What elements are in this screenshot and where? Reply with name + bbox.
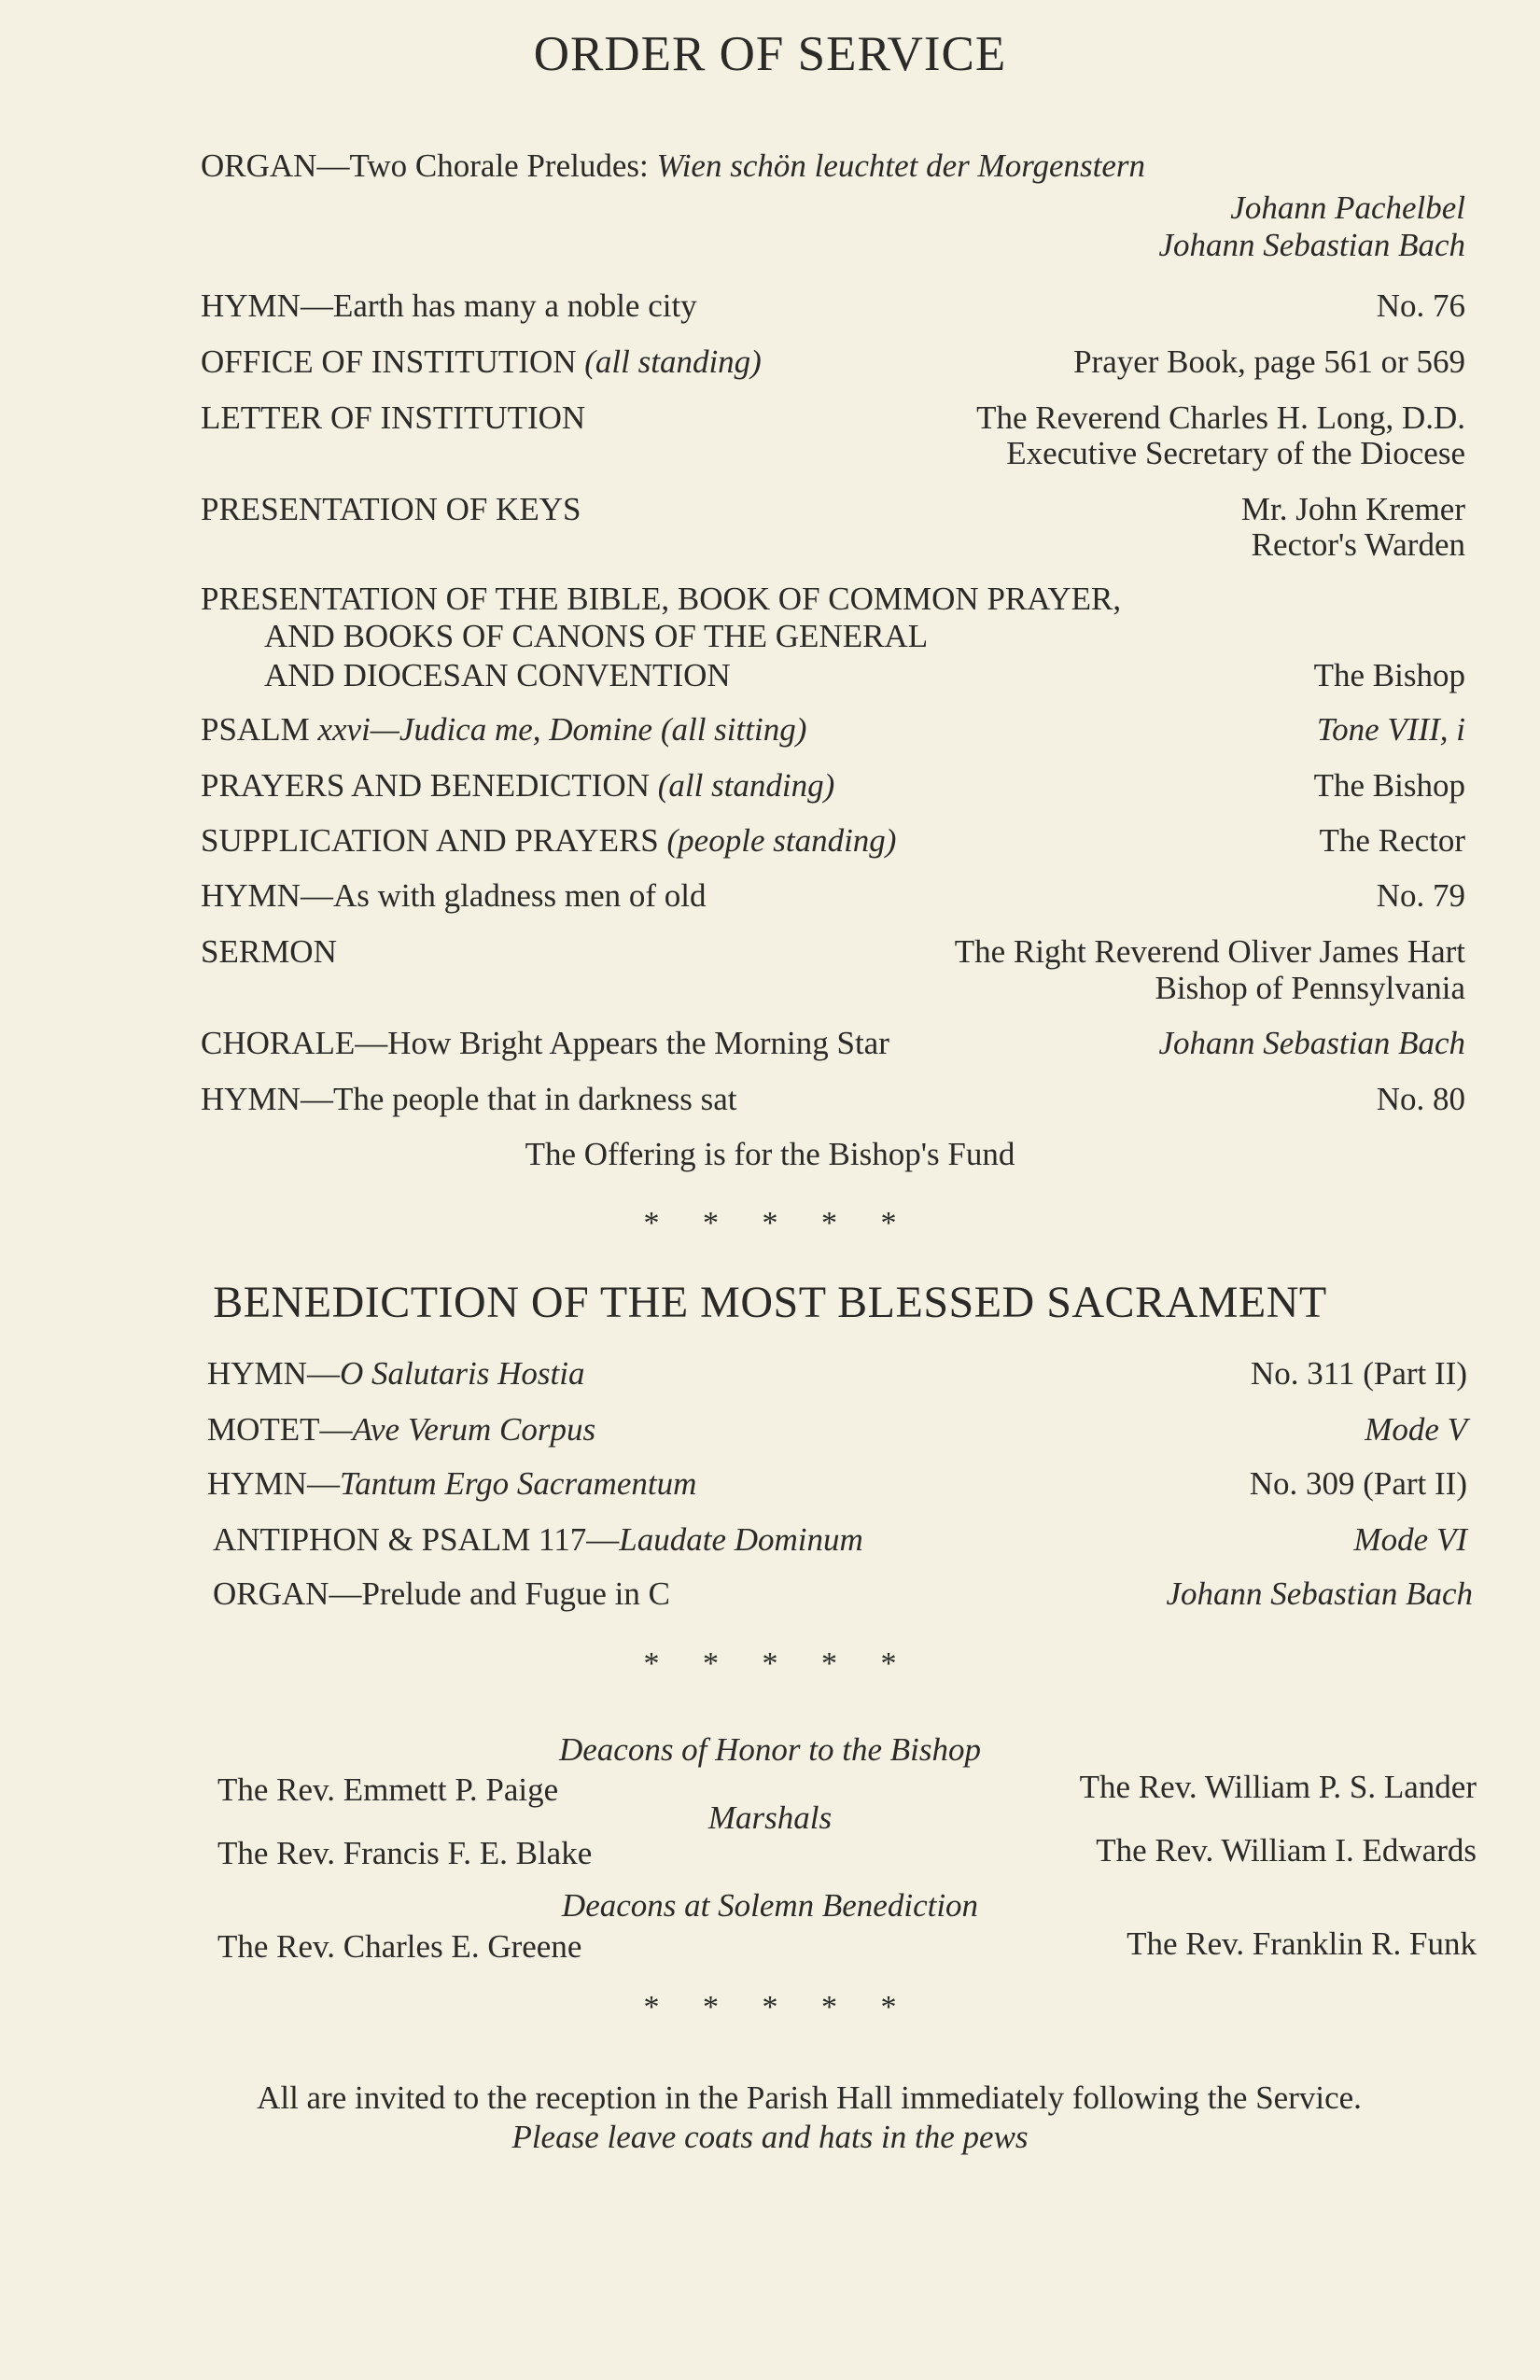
letter-officiant: The Reverend Charles H. Long, D.D. <box>976 399 1465 436</box>
chorale-composer: Johann Sebastian Bach <box>1158 1025 1465 1061</box>
composer-pachelbel: Johann Pachelbel <box>1230 189 1465 226</box>
psalm-entry <box>201 711 806 749</box>
minister-edwards: The Rev. William I. Edwards <box>1096 1832 1477 1869</box>
hymn-number: No. 79 <box>1376 877 1465 914</box>
deacons-solemn-heading: Deacons at Solemn Benediction <box>561 1887 979 1924</box>
motet-mode: Mode V <box>1365 1411 1467 1448</box>
antiphon-work: Laudate Dominum <box>619 1521 863 1558</box>
motet-entry <box>207 1411 595 1449</box>
psalm-tone: Tone VIII, i <box>1316 711 1465 748</box>
sermon-preacher-title: Bishop of Pennsylvania <box>1155 970 1465 1006</box>
benediction-hymn-entry <box>207 1355 585 1393</box>
office-entry <box>201 343 762 381</box>
minister-lander: The Rev. William P. S. Lander <box>1079 1769 1477 1805</box>
minister-blake: The Rev. Francis F. E. Blake <box>217 1835 593 1871</box>
supplication-label: SUPPLICATION AND PRAYERS <box>201 822 667 859</box>
hymn-label: HYMN— <box>207 1355 340 1392</box>
antiphon-entry <box>213 1521 863 1559</box>
organ-postlude-title: ORGAN—Prelude and Fugue in C <box>213 1575 670 1612</box>
motet-work: Ave Verum Corpus <box>352 1411 596 1448</box>
hymn-number: No. 76 <box>1376 287 1465 324</box>
hymn-work: Tantum Ergo Sacramentum <box>339 1465 697 1502</box>
benediction-title: BENEDICTION OF THE MOST BLESSED SACRAMENT <box>213 1278 1327 1327</box>
hymn-number: No. 80 <box>1376 1081 1465 1117</box>
bible-line-1: PRESENTATION OF THE BIBLE, BOOK OF COMMON PRAYER, <box>201 581 1122 617</box>
hymn-number: No. 309 (Part II) <box>1249 1465 1467 1502</box>
hymn-title: HYMN—Earth has many a noble city <box>201 287 697 324</box>
bible-line-3: AND DIOCESAN CONVENTION <box>264 657 731 693</box>
organ-work: Wien schön leuchtet der Morgenstern <box>656 147 1146 184</box>
supplication-entry <box>201 822 896 860</box>
motet-label: MOTET— <box>207 1411 353 1448</box>
organ-label: ORGAN—Two Chorale Preludes: <box>201 147 657 184</box>
hymn-title: HYMN—The people that in darkness sat <box>201 1081 737 1117</box>
prayers-note: (all standing) <box>657 767 835 804</box>
prayers-entry <box>201 767 834 805</box>
stars-divider: * * * * * <box>643 1206 897 1240</box>
marshals-heading: Marshals <box>707 1799 833 1836</box>
organ-postlude-composer: Johann Sebastian Bach <box>1166 1575 1473 1612</box>
sermon-preacher: The Right Reverend Oliver James Hart <box>954 933 1465 970</box>
chorale-title: CHORALE—How Bright Appears the Morning Star <box>201 1025 889 1061</box>
office-label: OFFICE OF INSTITUTION <box>201 343 585 380</box>
psalm-label: PSALM <box>201 711 318 748</box>
hymn-work: O Salutaris Hostia <box>339 1355 585 1392</box>
minister-funk: The Rev. Franklin R. Funk <box>1127 1925 1477 1962</box>
prayers-label: PRAYERS AND BENEDICTION <box>201 767 658 804</box>
bible-officiant: The Bishop <box>1313 657 1465 693</box>
office-reference: Prayer Book, page 561 or 569 <box>1073 343 1465 380</box>
organ-entry <box>201 147 1145 185</box>
antiphon-label: ANTIPHON & PSALM 117— <box>213 1521 620 1558</box>
page-title: ORDER OF SERVICE <box>533 27 1007 81</box>
sermon-label: SERMON <box>201 933 337 970</box>
psalm-text: xxvi—Judica me, Domine (all sitting) <box>317 711 807 748</box>
minister-greene: The Rev. Charles E. Greene <box>217 1928 582 1965</box>
letter-label: LETTER OF INSTITUTION <box>201 399 586 436</box>
keys-officiant: Mr. John Kremer <box>1240 491 1465 527</box>
antiphon-mode: Mode VI <box>1353 1521 1467 1558</box>
keys-label: PRESENTATION OF KEYS <box>201 491 581 527</box>
hymn-title: HYMN—As with gladness men of old <box>201 877 707 914</box>
letter-officiant-title: Executive Secretary of the Diocese <box>1006 435 1465 471</box>
deacons-honor-heading: Deacons of Honor to the Bishop <box>558 1731 982 1768</box>
offering-note: The Offering is for the Bishop's Fund <box>525 1136 1015 1172</box>
bible-line-2: AND BOOKS OF CANONS OF THE GENERAL <box>264 618 929 654</box>
supplication-officiant: The Rector <box>1319 822 1465 859</box>
benediction-hymn-entry <box>207 1465 696 1503</box>
keys-officiant-title: Rector's Warden <box>1251 526 1465 563</box>
coats-note: Please leave coats and hats in the pews <box>511 2119 1029 2155</box>
stars-divider: * * * * * <box>643 1646 897 1681</box>
supplication-note: (people standing) <box>666 822 897 859</box>
reception-invite: All are invited to the reception in the Parish Hall immediately following the Service. <box>257 2079 1362 2116</box>
minister-paige: The Rev. Emmett P. Paige <box>217 1771 559 1808</box>
prayers-officiant: The Bishop <box>1313 767 1465 804</box>
stars-divider: * * * * * <box>643 1990 897 2024</box>
hymn-label: HYMN— <box>207 1465 340 1502</box>
hymn-number: No. 311 (Part II) <box>1251 1355 1467 1392</box>
office-note: (all standing) <box>584 343 762 380</box>
composer-bach: Johann Sebastian Bach <box>1158 227 1465 263</box>
